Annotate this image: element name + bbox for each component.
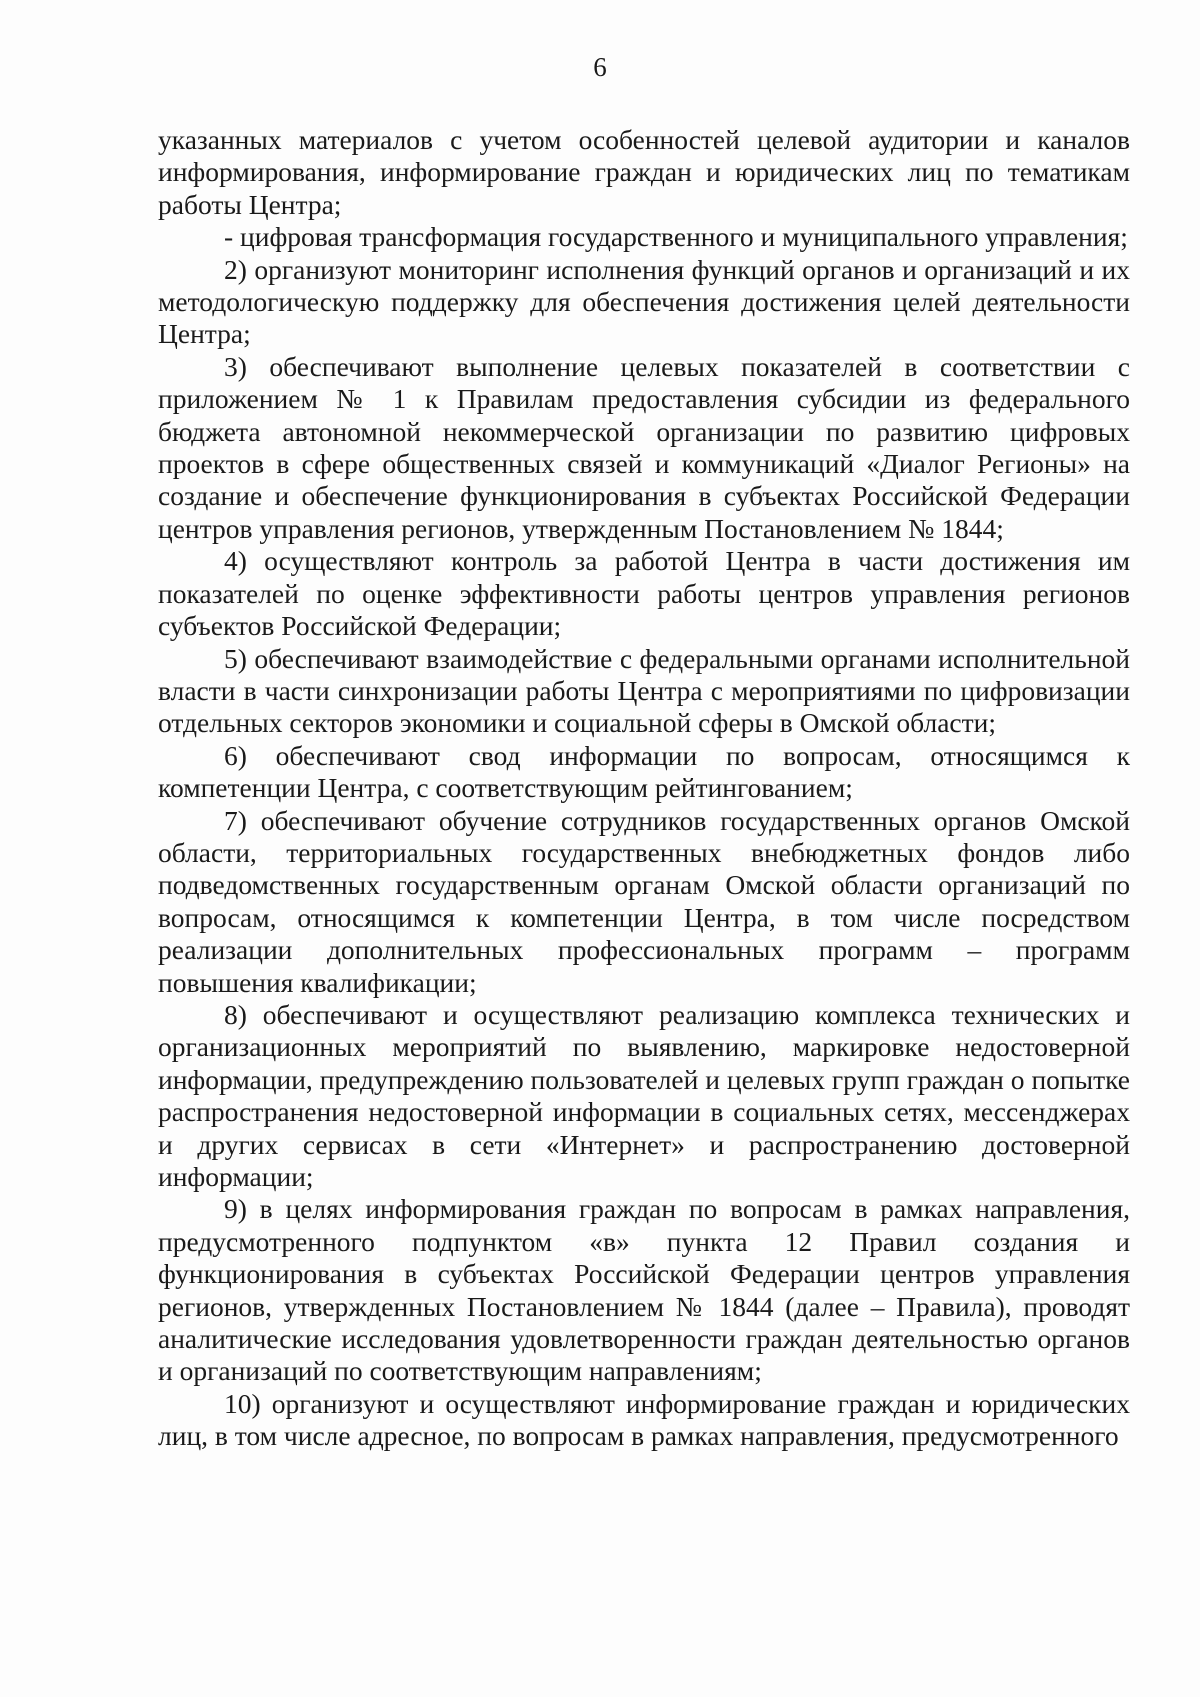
paragraph-item-3: 3) обеспечивают выполнение целевых показателей в соответствии с приложением № 1 к Правилам предоставления субсидии из федерального бюджета автономной некоммерческой организации по развитию цифровых проектов в сфере общественных связей и коммуникаций «Диалог Регионы» на создание и обеспечение функционирования в субъектах Российской Федерации центров управления регионов, утвержденным Постановлением № 1844;: [158, 350, 1130, 544]
paragraph-item-10: 10) организуют и осуществляют информирование граждан и юридических лиц, в том числе адресное, по вопросам в рамках направления, предусмотренного: [158, 1387, 1130, 1452]
paragraph-item-5: 5) обеспечивают взаимодействие с федеральными органами исполнительной власти в части синхронизации работы Центра с мероприятиями по цифровизации отдельных секторов экономики и социальной сферы в Омской области;: [158, 642, 1130, 739]
paragraph-item-8: 8) обеспечивают и осуществляют реализацию комплекса технических и организационных мероприятий по выявлению, маркировке недостоверной информации, предупреждению пользователей и целевых групп граждан о попытке распространения недостоверной информации в социальных сетях, мессенджерах и других сервисах в сети «Интернет» и распространению достоверной информации;: [158, 998, 1130, 1192]
paragraph-item-9: 9) в целях информирования граждан по вопросам в рамках направления, предусмотренного подпунктом «в» пункта 12 Правил создания и функционирования в субъектах Российской Федерации центров управления регионов, утвержденных Постановлением № 1844 (далее – Правила), проводят аналитические исследования удовлетворенности граждан деятельностью органов и организаций по соответствующим направлениям;: [158, 1193, 1130, 1387]
paragraph-item-6: 6) обеспечивают свод информации по вопросам, относящимся к компетенции Центра, с соответствующим рейтингованием;: [158, 739, 1130, 804]
paragraph-continuation: указанных материалов с учетом особенностей целевой аудитории и каналов информирования, информирование граждан и юридических лиц по тематикам работы Центра;: [158, 124, 1130, 220]
document-body: [158, 124, 1130, 1453]
paragraph-item-2: 2) организуют мониторинг исполнения функций органов и организаций и их методологическую поддержку для обеспечения достижения целей деятельности Центра;: [158, 253, 1130, 350]
paragraph-item-7: 7) обеспечивают обучение сотрудников государственных органов Омской области, территориальных государственных внебюджетных фондов либо подведомственных государственным органам Омской области организаций по вопросам, относящимся к компетенции Центра, в том числе посредством реализации дополнительных профессиональных программ – программ повышения квалификации;: [158, 804, 1130, 998]
paragraph-bullet-digital-transformation: - цифровая трансформация государственного и муниципального управления;: [224, 221, 1128, 253]
paragraph-item-4: 4) осуществляют контроль за работой Центра в части достижения им показателей по оценке эффективности работы центров управления регионов субъектов Российской Федерации;: [158, 545, 1130, 642]
page-number: 6: [593, 52, 607, 82]
